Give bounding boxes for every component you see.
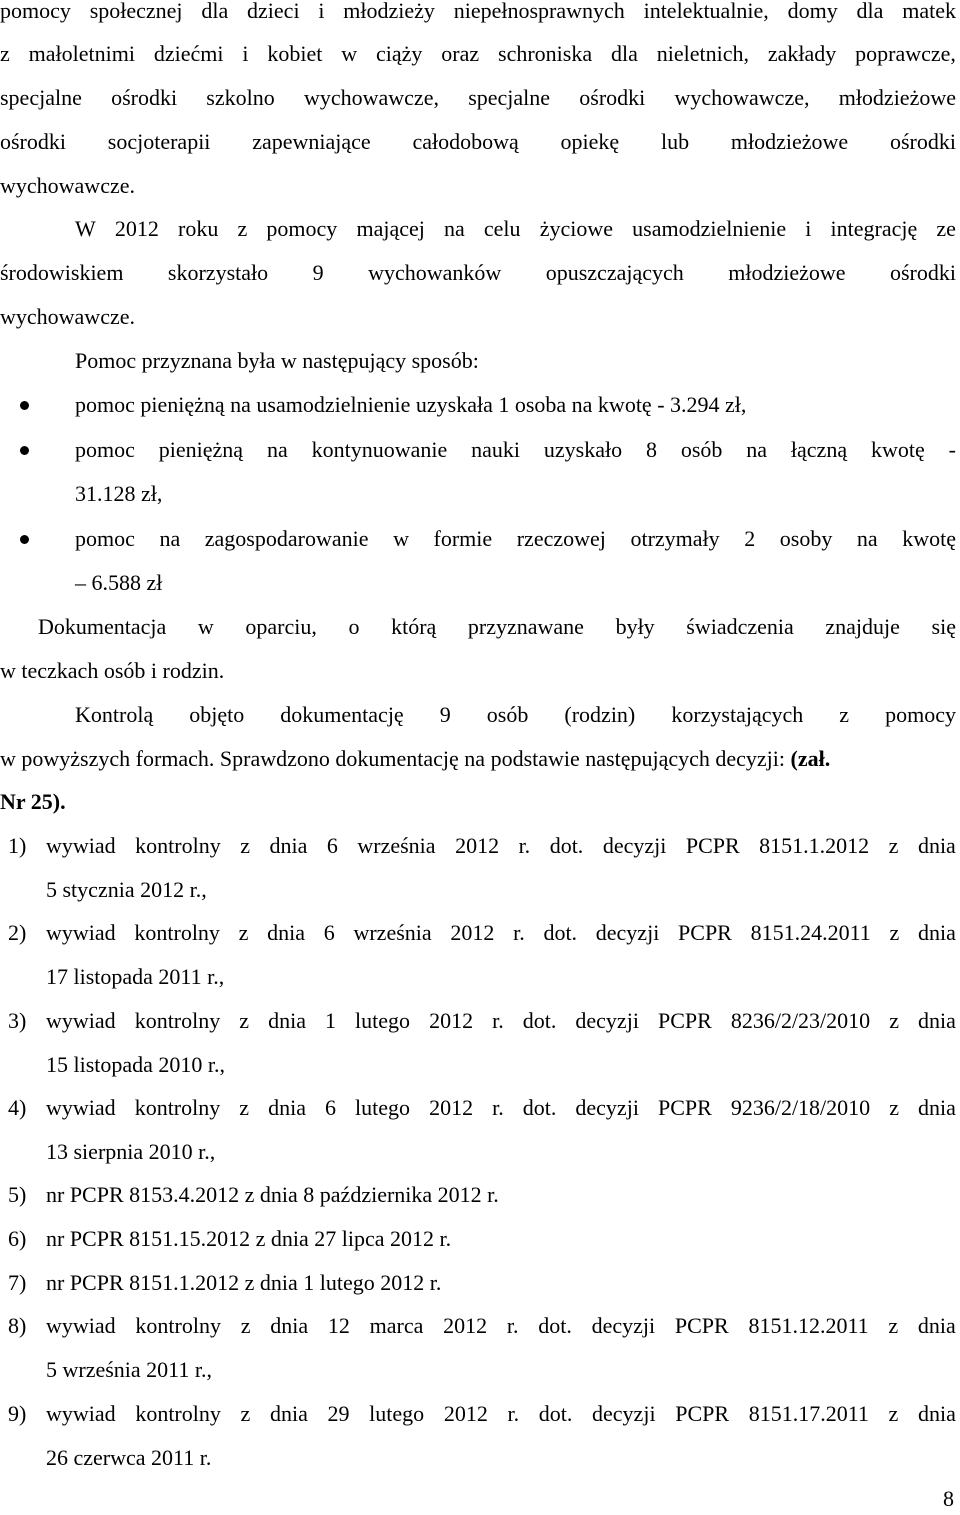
word: na <box>856 526 878 551</box>
word: celu <box>483 216 521 241</box>
list-item-line2: 5 stycznia 2012 r., <box>46 877 207 902</box>
list-item-line2: 5 września 2011 r., <box>46 1357 212 1382</box>
word: decyzji <box>591 1313 656 1338</box>
word: i <box>242 41 249 66</box>
word: lutego <box>369 1401 425 1426</box>
list-item-number: 4) <box>8 1095 27 1120</box>
word: ośrodki <box>890 260 956 285</box>
word: małoletnimi <box>28 41 135 66</box>
word: kwotę <box>902 526 956 551</box>
word: i <box>805 216 812 241</box>
word: 9236/2/18/2010 <box>730 1095 871 1120</box>
word: dnia <box>269 833 308 858</box>
bullet-1-dot <box>20 401 29 410</box>
word: dziećmi <box>153 41 224 66</box>
word: mającej <box>356 216 425 241</box>
word: wywiad <box>46 1313 116 1338</box>
word: PCPR <box>657 1095 712 1120</box>
word: decyzji <box>592 1401 656 1426</box>
list-item-number: 3) <box>8 1008 27 1033</box>
word: lub <box>660 129 690 154</box>
word: młodzieżowe <box>838 85 956 110</box>
word: dot. <box>538 1401 573 1426</box>
list-item-number: 1) <box>8 833 27 858</box>
word: dnia <box>268 1008 306 1033</box>
word: wychowawcze, <box>303 85 439 110</box>
word: 29 <box>327 1401 350 1426</box>
word: dzieci <box>247 0 300 23</box>
word: 8236/2/23/2010 <box>730 1008 871 1033</box>
list-item-line1 <box>46 1006 956 1036</box>
list-item-number: 2) <box>8 920 27 945</box>
word: r. <box>518 833 531 858</box>
para4-line2: w teczkach osób i rodzin. <box>0 658 225 683</box>
word: opiekę <box>560 129 620 154</box>
word: formie <box>433 526 493 551</box>
list-item-number: 8) <box>8 1313 27 1338</box>
word: - <box>948 437 956 462</box>
word: kontrolny <box>135 1313 221 1338</box>
word: ośrodki <box>111 85 178 110</box>
para2-line2 <box>0 258 956 288</box>
word: na <box>159 526 181 551</box>
word: 8151.17.2011 <box>748 1401 869 1426</box>
word: 6 <box>323 920 335 945</box>
word: całodobową <box>412 129 519 154</box>
word: ośrodki <box>579 85 646 110</box>
word: dnia <box>918 1095 956 1120</box>
word: znajduje <box>825 614 900 639</box>
word: otrzymały <box>630 526 720 551</box>
word: kontrolny <box>135 833 221 858</box>
word: pomoc <box>75 437 135 462</box>
word: PCPR <box>685 833 740 858</box>
word: decyzji <box>595 920 660 945</box>
word: decyzji <box>575 1095 639 1120</box>
word: z <box>889 920 900 945</box>
word: w <box>393 526 409 551</box>
word: z <box>888 833 899 858</box>
word: z <box>239 1008 250 1033</box>
word: pomocy <box>266 216 338 241</box>
word: 1 <box>325 1008 336 1033</box>
word: usamodzielnienie <box>632 216 787 241</box>
bullet-3-line1 <box>75 524 956 554</box>
word: w <box>197 614 214 639</box>
word: PCPR <box>678 920 732 945</box>
word: oparciu, <box>245 614 317 639</box>
word: ze <box>936 216 956 241</box>
word: 2 <box>744 526 756 551</box>
word: Dokumentacja <box>38 614 167 639</box>
word: pomocy <box>885 702 956 727</box>
word: z <box>240 1401 251 1426</box>
word: 8151.24.2011 <box>750 920 871 945</box>
word: dnia <box>268 1095 306 1120</box>
word: 2012 <box>114 216 159 241</box>
bullet-2-line2: 31.128 zł, <box>75 481 163 506</box>
word: osoby <box>779 526 833 551</box>
word: września <box>353 920 432 945</box>
word: dla <box>610 41 638 66</box>
word: społecznej <box>89 0 183 23</box>
word: niepełnosprawnych <box>453 0 625 23</box>
word: zapewniające <box>252 129 371 154</box>
word: 6 <box>326 833 338 858</box>
word: dnia <box>267 920 306 945</box>
word: W <box>75 216 96 241</box>
word: zakłady <box>767 41 837 66</box>
word: korzystających <box>671 702 804 727</box>
word: dot. <box>549 833 584 858</box>
word: pomocy <box>0 0 71 23</box>
para5-line2 <box>0 744 956 774</box>
word: zagospodarowanie <box>204 526 369 551</box>
word: którą <box>391 614 437 639</box>
word: dla <box>201 0 229 23</box>
word: integrację <box>830 216 918 241</box>
word: na <box>746 437 768 462</box>
word: uzyskało <box>543 437 623 462</box>
list-item-line1 <box>46 1093 956 1123</box>
word: z <box>888 1313 899 1338</box>
word: 9 <box>439 702 451 727</box>
list-item-number: 7) <box>8 1270 27 1295</box>
word: w <box>341 41 358 66</box>
word: z <box>238 920 249 945</box>
word: dot. <box>522 1008 557 1033</box>
word: dnia <box>917 1313 956 1338</box>
word: z <box>240 1313 251 1338</box>
bullet-3-line2: – 6.588 zł <box>75 570 163 595</box>
word: dnia <box>269 1401 308 1426</box>
word: PCPR <box>657 1008 712 1033</box>
para1-line1 <box>0 0 956 26</box>
word: szkolno <box>206 85 275 110</box>
word: dot. <box>538 1313 572 1338</box>
word: kwotę <box>870 437 925 462</box>
word: (rodzin) <box>564 702 636 727</box>
para4-line1 <box>38 612 956 642</box>
word: 8151.1.2012 <box>759 833 870 858</box>
word: dot. <box>522 1095 557 1120</box>
para1-line3 <box>0 83 956 113</box>
word: kontrolny <box>134 1095 221 1120</box>
para5-line1 <box>75 700 956 730</box>
word: dot. <box>543 920 578 945</box>
word: były <box>615 614 655 639</box>
word: ośrodki <box>889 129 956 154</box>
list-item-number: 6) <box>8 1226 27 1251</box>
word: wywiad <box>46 1095 116 1120</box>
word: kontrolny <box>134 1008 221 1033</box>
word: opuszczających <box>545 260 684 285</box>
word: przyznawane <box>467 614 584 639</box>
word: łączną <box>790 437 848 462</box>
word: z <box>839 702 850 727</box>
list-item-text: nr PCPR 8151.15.2012 z dnia 27 lipca 2012 r. <box>46 1226 452 1251</box>
word: specjalne <box>0 85 82 110</box>
list-item-line1 <box>46 1399 956 1429</box>
word: 2012 <box>455 833 500 858</box>
word: r. <box>513 920 525 945</box>
word: z <box>239 1095 250 1120</box>
word: roku <box>178 216 219 241</box>
word: r. <box>507 1401 520 1426</box>
word: lutego <box>355 1008 411 1033</box>
word: rzeczowej <box>516 526 606 551</box>
para5-line2-bold: (zał. <box>790 746 831 771</box>
para1-line2 <box>0 39 956 69</box>
para5-line3-bold: Nr 25). <box>0 789 66 814</box>
para1-line5: wychowawcze. <box>0 173 135 198</box>
word: r. <box>492 1095 504 1120</box>
para3-line: Pomoc przyznana była w następujący sposób: <box>75 348 479 373</box>
word: młodzieżowe <box>728 260 846 285</box>
word: decyzji <box>575 1008 639 1033</box>
word: na <box>444 216 465 241</box>
word: pomoc <box>75 526 135 551</box>
word: 8151.12.2011 <box>748 1313 869 1338</box>
list-item-number: 9) <box>8 1401 27 1426</box>
word: się <box>931 614 956 639</box>
list-item-line1 <box>46 831 956 861</box>
list-item-line2: 15 listopada 2010 r., <box>46 1052 226 1077</box>
word: nieletnich, <box>656 41 749 66</box>
list-item-text: nr PCPR 8151.1.2012 z dnia 1 lutego 2012 r. <box>46 1270 442 1295</box>
word: dnia <box>918 1008 956 1033</box>
word: dnia <box>270 1313 309 1338</box>
word: ośrodki <box>0 129 66 154</box>
word: pieniężną <box>158 437 244 462</box>
para2-line3: wychowawcze. <box>0 304 135 329</box>
word: życiowe <box>539 216 613 241</box>
word: dnia <box>917 1401 956 1426</box>
word: decyzji <box>602 833 667 858</box>
list-item-line2: 26 czerwca 2011 r. <box>46 1445 212 1470</box>
bullet-3-dot <box>20 535 29 544</box>
word: 9 <box>312 260 324 285</box>
word: objęto <box>189 702 245 727</box>
word: 2012 <box>443 1313 488 1338</box>
word: r. <box>506 1313 519 1338</box>
word: z <box>237 216 248 241</box>
word: socjoterapii <box>107 129 211 154</box>
word: r. <box>492 1008 504 1033</box>
bullet-2-dot <box>20 446 29 455</box>
word: z <box>889 1008 899 1033</box>
word: kontrolny <box>134 920 220 945</box>
word: oraz <box>441 41 480 66</box>
bullet-1-text: pomoc pieniężną na usamodzielnienie uzyskała 1 osoba na kwotę - 3.294 zł, <box>75 392 747 417</box>
word: wywiad <box>46 1008 116 1033</box>
word: specjalne <box>468 85 551 110</box>
word: nauki <box>471 437 520 462</box>
word: wychowanków <box>368 260 502 285</box>
word: osób <box>680 437 723 462</box>
list-item-text: nr PCPR 8153.4.2012 z dnia 8 października 2012 r. <box>46 1182 499 1207</box>
word: marca <box>369 1313 424 1338</box>
para2-line1 <box>75 214 956 244</box>
list-item-number: 5) <box>8 1182 27 1207</box>
word: na <box>266 437 288 462</box>
word: wywiad <box>46 833 116 858</box>
para1-line4 <box>0 127 956 157</box>
para5-line3 <box>0 787 956 817</box>
word: 2012 <box>429 1008 474 1033</box>
word: lutego <box>355 1095 411 1120</box>
word: dla <box>856 0 884 23</box>
word: domy <box>787 0 838 23</box>
word: dokumentację <box>280 702 404 727</box>
word: poprawcze, <box>855 41 956 66</box>
word: z <box>240 833 250 858</box>
para5-line2-text: w powyższych formach. Sprawdzono dokumentację na podstawie następujących decyzji: <box>0 746 791 771</box>
word: o <box>348 614 360 639</box>
list-item-line2: 17 listopada 2011 r., <box>46 964 225 989</box>
word: września <box>357 833 436 858</box>
word: skorzystało <box>167 260 269 285</box>
word: PCPR <box>674 1313 729 1338</box>
word: świadczenia <box>686 614 794 639</box>
word: wychowawcze, <box>674 85 810 110</box>
list-item-line1 <box>46 1311 956 1341</box>
word: kontynuowanie <box>311 437 448 462</box>
word: młodzieżowe <box>730 129 849 154</box>
bullet-2-line1 <box>75 435 956 465</box>
word: intelektualnie, <box>643 0 769 23</box>
word: 6 <box>325 1095 336 1120</box>
word: dnia <box>917 920 956 945</box>
word: Kontrolą <box>75 702 154 727</box>
word: ciąży <box>376 41 423 66</box>
word: 12 <box>327 1313 350 1338</box>
word: środowiskiem <box>0 260 124 285</box>
word: wywiad <box>46 920 116 945</box>
word: kontrolny <box>135 1401 221 1426</box>
word: z <box>0 41 10 66</box>
word: kobiet <box>267 41 323 66</box>
word: z <box>889 1095 899 1120</box>
list-item-line2: 13 sierpnia 2010 r., <box>46 1139 216 1164</box>
word: z <box>888 1401 899 1426</box>
word: schroniska <box>498 41 593 66</box>
word: 8 <box>645 437 657 462</box>
word: wywiad <box>46 1401 116 1426</box>
word: 2012 <box>429 1095 474 1120</box>
word: osób <box>486 702 529 727</box>
word: młodzieży <box>343 0 435 23</box>
list-item-line1 <box>46 918 956 948</box>
page-number: 8 <box>943 1486 954 1511</box>
word: 2012 <box>443 1401 488 1426</box>
word: 2012 <box>450 920 495 945</box>
word: PCPR <box>675 1401 730 1426</box>
word: dnia <box>917 833 956 858</box>
word: matek <box>902 0 956 23</box>
word: i <box>318 0 325 23</box>
